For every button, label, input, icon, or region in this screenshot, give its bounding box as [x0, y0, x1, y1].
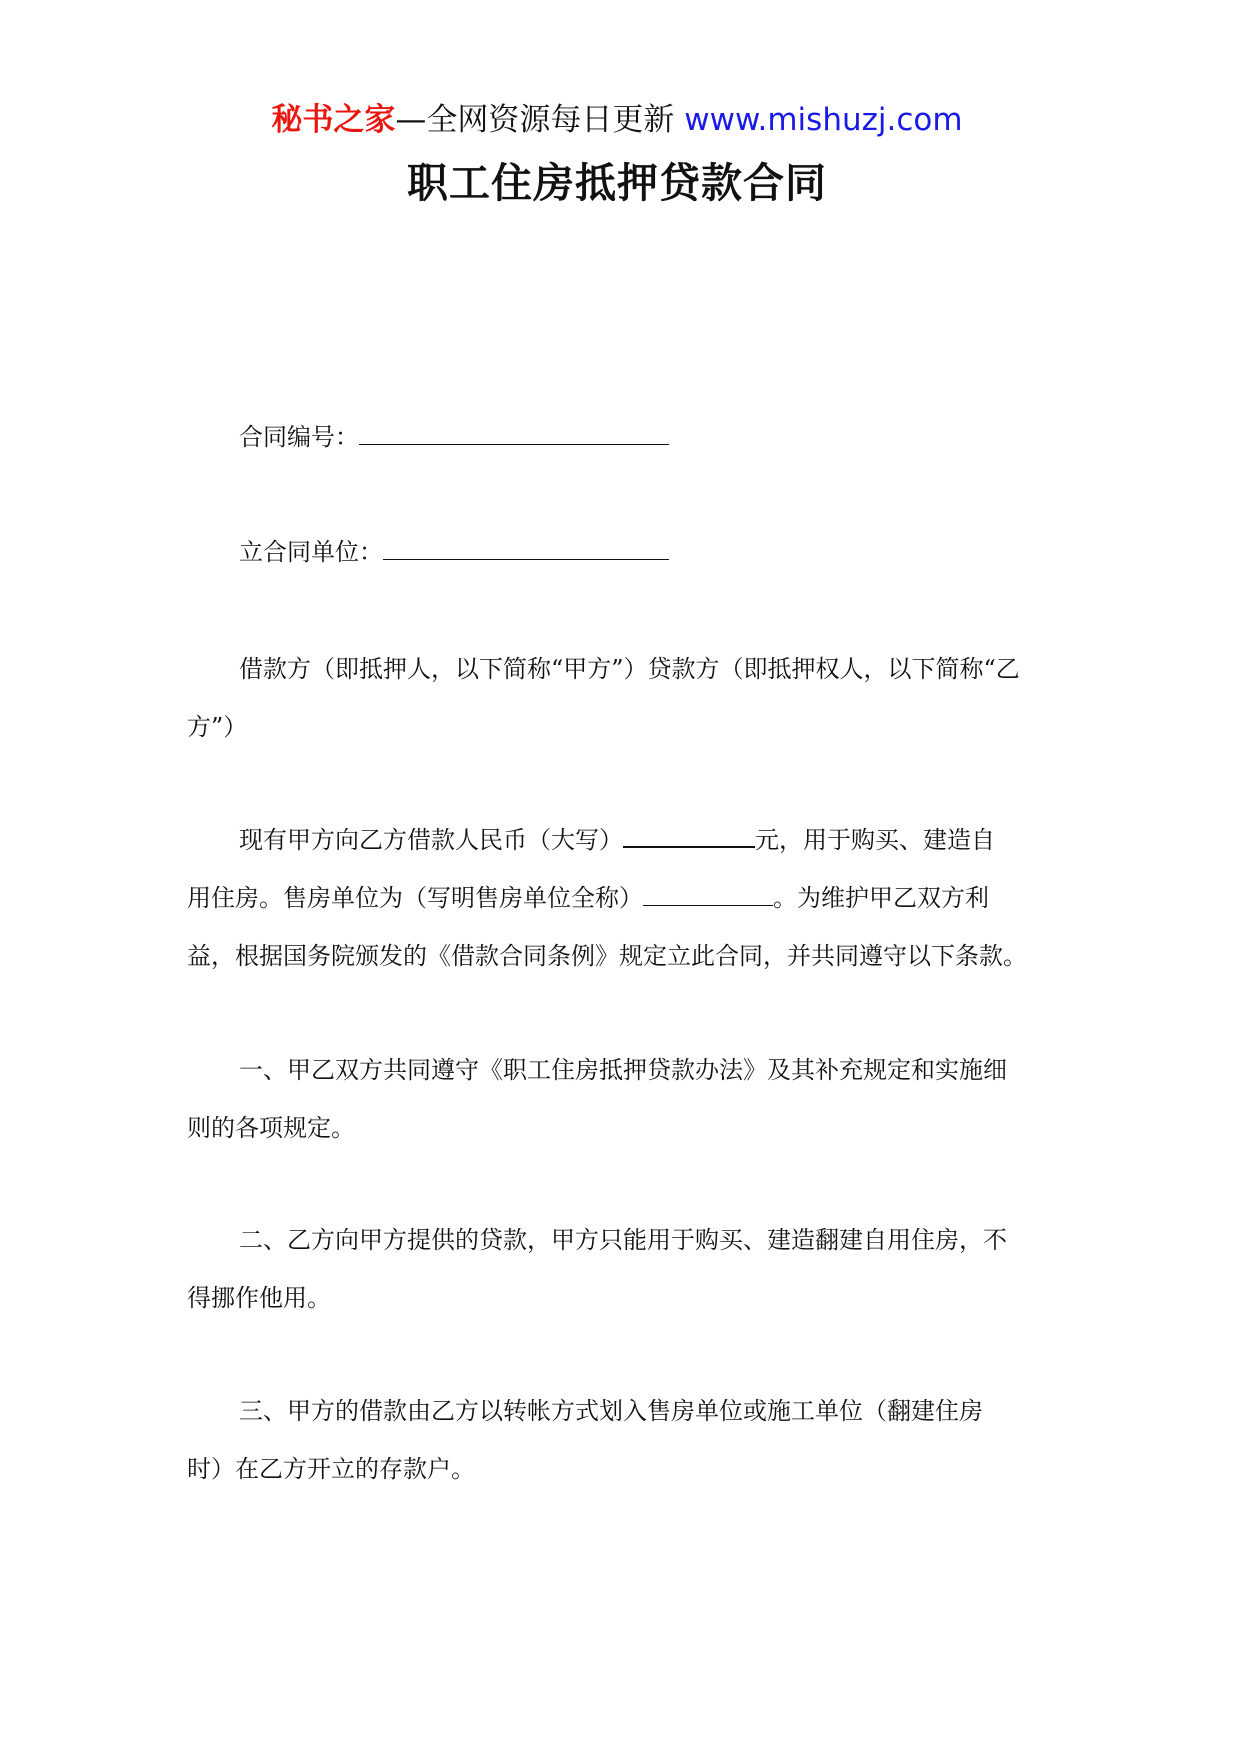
loan-purpose-text: 元，用于购买、建造自	[755, 826, 995, 854]
clause-2-line-1: 二、乙方向甲方提供的贷款，甲方只能用于购买、建造翻建自用住房，不	[239, 1226, 1007, 1254]
clause-1-line-1: 一、甲乙双方共同遵守《职工住房抵押贷款办法》及其补充规定和实施细	[239, 1056, 1007, 1084]
loan-paragraph	[187, 811, 1057, 985]
loan-amount-label: 现有甲方向乙方借款人民币（大写）	[239, 826, 623, 854]
clause-2	[187, 1211, 1057, 1327]
header-tagline: —全网资源每日更新	[395, 102, 675, 138]
parties-line-2: 方”）	[187, 713, 248, 741]
clause-2-line-2: 得挪作他用。	[187, 1284, 331, 1312]
contract-number-blank	[359, 420, 669, 445]
seller-label: 用住房。售房单位为（写明售房单位全称）	[187, 884, 643, 912]
loan-line-2	[187, 869, 1057, 927]
loan-line-2-tail: 。为维护甲乙双方利	[773, 884, 989, 912]
site-url-link[interactable]: www.mishuzj.com	[684, 102, 963, 138]
loan-line-1	[187, 811, 1057, 869]
site-header	[0, 100, 1234, 140]
clause-1-line-2: 则的各项规定。	[187, 1114, 355, 1142]
seller-name-blank	[643, 881, 773, 906]
clause-3-line-2: 时）在乙方开立的存款户。	[187, 1455, 475, 1483]
loan-amount-blank	[623, 822, 755, 848]
clause-3	[187, 1382, 1057, 1498]
contract-unit-row	[187, 523, 1109, 581]
contract-number-row	[187, 408, 1109, 466]
clause-1	[187, 1041, 1057, 1157]
brand-name: 秘书之家	[271, 102, 396, 138]
contract-number-label: 合同编号：	[239, 423, 359, 451]
contract-unit-blank	[383, 535, 669, 560]
contract-unit-label: 立合同单位：	[239, 538, 383, 566]
parties-line-1: 借款方（即抵押人，以下简称“甲方”）贷款方（即抵押权人，以下简称“乙	[239, 655, 1020, 683]
document-title: 职工住房抵押贷款合同	[407, 159, 827, 207]
clause-3-line-1: 三、甲方的借款由乙方以转帐方式划入售房单位或施工单位（翻建住房	[239, 1397, 983, 1425]
loan-line-3: 益，根据国务院颁发的《借款合同条例》规定立此合同，并共同遵守以下条款。	[187, 942, 1027, 970]
parties-paragraph	[187, 640, 1057, 756]
